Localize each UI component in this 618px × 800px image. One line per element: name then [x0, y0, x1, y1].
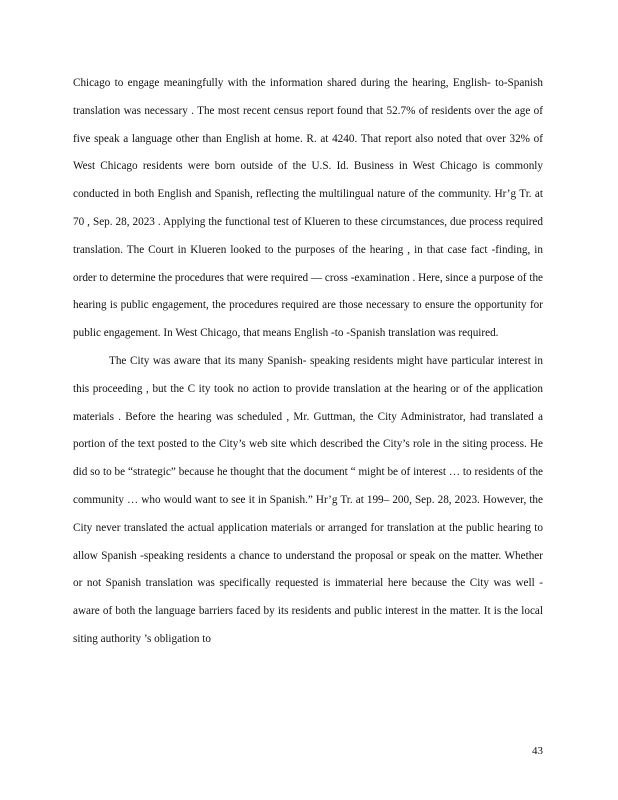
page-number: 43: [532, 745, 543, 757]
document-body: [73, 70, 543, 654]
paragraph-2: The City was aware that its many Spanish- speaking residents might have particular interest in this proceeding , but the C ity took no action to provide translation at the hearing or of the application materials . Before the hearing was scheduled , Mr. Guttman, the City Administrator, had translated a portion of the text posted to the City’s web site which described the City’s role in the siting process. He did so to be “strategic” because he thought that the document “ might be of interest … to residents of the community … who would want to see it in Spanish.” Hr’g Tr. at 199– 200, Sep. 28, 2023. However, the City never translated the actual application materials or arranged for translation at the public hearing to allow Spanish -speaking residents a chance to understand the proposal or speak on the matter. Whether or not Spanish translation was specifically requested is immaterial here because the City was well -aware of both the language barriers faced by its residents and public interest in the matter. It is the local siting authority ’s obligation to: [73, 354, 543, 645]
paragraph-1: Chicago to engage meaningfully with the information shared during the hearing, English- to-Spanish translation was necessary . The most recent census report found that 52.7% of residents over the age of five speak a language other than English at home. R. at 4240. That report also noted that over 32% of West Chicago residents were born outside of the U.S. Id. Business in West Chicago is commonly conducted in both English and Spanish, reflecting the multilingual nature of the community. Hr’g Tr. at 70 , Sep. 28, 2023 . Applying the functional test of Klueren to these circumstances, due process required translation. The Court in Klueren looked to the purposes of the hearing , in that case fact -finding, in order to determine the procedures that were required — cross -examination . Here, since a purpose of the hearing is public engagement, the procedures required are those necessary to ensure the opportunity for public engagement. In West Chicago, that means English -to -Spanish translation was required.: [73, 77, 544, 340]
